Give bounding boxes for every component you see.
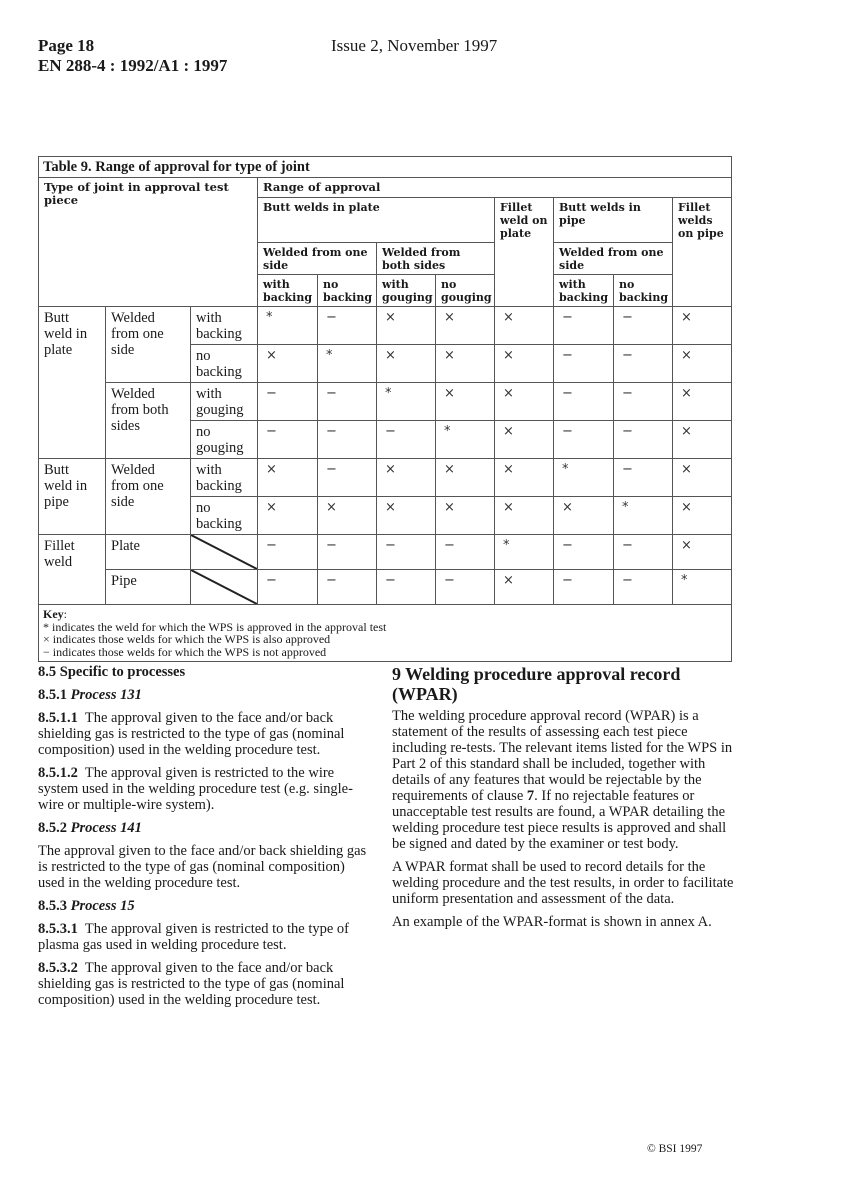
cell: − xyxy=(377,421,436,459)
fillet-weld-plate-header: Fillet weld on plate xyxy=(495,198,554,307)
cell: − xyxy=(258,421,318,459)
section-title: Process 131 xyxy=(70,687,142,703)
subgroup-label: Welded from one side xyxy=(106,307,191,383)
cell: × xyxy=(673,421,732,459)
group-label: Butt weld in pipe xyxy=(39,459,106,535)
sub-header: with backing xyxy=(554,275,614,307)
cell: × xyxy=(495,307,554,345)
plate-both-sides-header: Welded from both sides xyxy=(377,243,495,275)
cell: − xyxy=(554,570,614,605)
paragraph-text: The welding procedure approval record (WPAR) is a statement of the results of assessing each test piece including re-tests. The relevant items listed for the WPS in Part 2 of this standard shall be included, together with details of any features that would be rejectable by the requirements of clause xyxy=(392,708,733,804)
cell: × xyxy=(258,459,318,497)
cell: − xyxy=(614,383,673,421)
key-title: Key xyxy=(43,607,64,621)
clause-8-5-1-1 xyxy=(38,710,368,758)
group-label: Fillet weld xyxy=(39,535,106,605)
cell: * xyxy=(318,345,377,383)
section-number: 8.5.2 xyxy=(38,820,67,836)
cell: − xyxy=(554,307,614,345)
cell: − xyxy=(258,570,318,605)
standard-id: EN 288-4 : 1992/A1 : 1997 xyxy=(38,56,228,75)
cell: × xyxy=(495,570,554,605)
cell: − xyxy=(554,345,614,383)
wpar-paragraph-3: An example of the WPAR-format is shown in annex A. xyxy=(392,914,712,930)
clause-8-5-1-2 xyxy=(38,765,368,813)
cell: − xyxy=(258,383,318,421)
cell: × xyxy=(258,497,318,535)
section-8-5-1-heading xyxy=(38,687,368,703)
cell: − xyxy=(614,421,673,459)
section-title: Process 15 xyxy=(70,898,135,914)
clause-8-5-3-2 xyxy=(38,960,368,1008)
cell: × xyxy=(258,345,318,383)
cell: × xyxy=(554,497,614,535)
pipe-one-side-header: Welded from one side xyxy=(554,243,673,275)
cell: × xyxy=(495,345,554,383)
key-line: × indicates those welds for which the WPS is also approved xyxy=(43,632,331,646)
butt-welds-pipe-header: Butt welds in pipe xyxy=(554,198,673,243)
table-row xyxy=(39,307,732,345)
cell: × xyxy=(377,497,436,535)
variant-label: with gouging xyxy=(191,383,258,421)
section-8-5-3-heading xyxy=(38,898,368,914)
table-row xyxy=(39,459,732,497)
table-caption: Table 9. Range of approval for type of joint xyxy=(39,157,732,178)
cell: − xyxy=(614,345,673,383)
cell: − xyxy=(318,570,377,605)
page-header-left xyxy=(38,36,227,76)
sub-header: no backing xyxy=(318,275,377,307)
cell: × xyxy=(495,383,554,421)
cell: * xyxy=(258,307,318,345)
cell: − xyxy=(614,459,673,497)
variant-label: no backing xyxy=(191,345,258,383)
cell: * xyxy=(673,570,732,605)
not-applicable-diagonal xyxy=(191,570,258,605)
cell: − xyxy=(554,535,614,570)
clause-text: The approval given to the face and/or back shielding gas is restricted to the type of gas (nominal composition) used in the welding procedure test. xyxy=(38,960,345,1008)
cell: × xyxy=(673,383,732,421)
cell: × xyxy=(495,459,554,497)
section-title: Process 141 xyxy=(70,820,142,836)
cell: × xyxy=(436,345,495,383)
cell: − xyxy=(614,307,673,345)
subgroup-label: Plate xyxy=(106,535,191,570)
cell: × xyxy=(318,497,377,535)
cell: − xyxy=(318,307,377,345)
sub-header: with backing xyxy=(258,275,318,307)
clause-8-5-2-text: The approval given to the face and/or back shielding gas is restricted to the type of gas (nominal composition) used in the welding procedure test. xyxy=(38,843,367,891)
cell: − xyxy=(436,570,495,605)
subgroup-label: Pipe xyxy=(106,570,191,605)
cell: * xyxy=(377,383,436,421)
clause-reference: 7 xyxy=(526,788,535,804)
cell: − xyxy=(614,535,673,570)
fillet-welds-pipe-header: Fillet welds on pipe xyxy=(673,198,732,307)
cell: × xyxy=(377,345,436,383)
clause-number: 8.5.1.2 xyxy=(38,765,78,781)
cell: * xyxy=(554,459,614,497)
cell: − xyxy=(318,383,377,421)
sub-header: with gouging xyxy=(377,275,436,307)
table-row xyxy=(39,570,732,605)
cell: × xyxy=(673,497,732,535)
clause-text: The approval given to the face and/or back shielding gas is restricted to the type of gas (nominal composition) used in the welding procedure test. xyxy=(38,710,345,758)
cell: − xyxy=(436,535,495,570)
section-8-5-2-heading xyxy=(38,820,368,836)
sub-header: no gouging xyxy=(436,275,495,307)
cell: − xyxy=(377,535,436,570)
wpar-paragraph-1 xyxy=(392,708,737,852)
variant-label: no backing xyxy=(191,497,258,535)
cell: × xyxy=(495,497,554,535)
subgroup-label: Welded from one side xyxy=(106,459,191,535)
copyright-footer: © BSI 1997 xyxy=(647,1143,703,1155)
variant-label: no gouging xyxy=(191,421,258,459)
cell: − xyxy=(554,383,614,421)
cell: − xyxy=(614,570,673,605)
table-row xyxy=(39,383,732,421)
cell: − xyxy=(554,421,614,459)
page-number: Page 18 xyxy=(38,36,95,55)
variant-label: with backing xyxy=(191,307,258,345)
cell: − xyxy=(377,570,436,605)
cell: * xyxy=(436,421,495,459)
sub-header: no backing xyxy=(614,275,673,307)
butt-welds-plate-header: Butt welds in plate xyxy=(258,198,495,243)
section-9-heading: 9 Welding procedure approval record (WPAR) xyxy=(392,664,681,704)
type-of-joint-header: Type of joint in approval test piece xyxy=(39,178,258,307)
clause-number: 8.5.3.1 xyxy=(38,921,78,937)
section-number: 8.5.1 xyxy=(38,687,67,703)
not-applicable-diagonal xyxy=(191,535,258,570)
cell: × xyxy=(377,459,436,497)
key-line: − indicates those welds for which the WPS is not approved xyxy=(43,644,327,659)
group-label: Butt weld in plate xyxy=(39,307,106,459)
cell: * xyxy=(614,497,673,535)
cell: − xyxy=(318,421,377,459)
diagonal-line-icon xyxy=(191,535,257,569)
cell: × xyxy=(436,497,495,535)
range-of-approval-header: Range of approval xyxy=(258,178,732,198)
cell: × xyxy=(673,459,732,497)
cell: × xyxy=(436,307,495,345)
left-column xyxy=(38,664,368,1015)
key-line: * indicates the weld for which the WPS is approved in the approval test xyxy=(43,619,387,634)
clause-8-5-3-1 xyxy=(38,921,368,953)
cell: * xyxy=(495,535,554,570)
paragraph-text: . If no rejectable features or unacceptable test results are found, a WPAR detailing the welding procedure test piece results is approved and shall be signed and dated by the examiner or test body. xyxy=(392,788,727,852)
cell: × xyxy=(673,345,732,383)
approval-range-table xyxy=(38,156,732,662)
clause-text: The approval given is restricted to the wire system used in the welding procedure test (e.g. single-wire or multiple-wire system). xyxy=(38,765,353,813)
cell: × xyxy=(673,307,732,345)
cell: × xyxy=(495,421,554,459)
table-row xyxy=(39,535,732,570)
cell: × xyxy=(673,535,732,570)
variant-label: with backing xyxy=(191,459,258,497)
subgroup-label: Welded from both sides xyxy=(106,383,191,459)
cell: − xyxy=(258,535,318,570)
diagonal-line-icon xyxy=(191,570,257,604)
clause-number: 8.5.1.1 xyxy=(38,710,78,726)
cell: − xyxy=(318,535,377,570)
clause-number: 8.5.3.2 xyxy=(38,960,78,976)
section-8-5-heading: 8.5 Specific to processes xyxy=(38,664,186,680)
wpar-paragraph-2: A WPAR format shall be used to record details for the welding procedure and the test results, in order to facilitate uniform presentation and assessment of the data. xyxy=(392,859,734,907)
right-column xyxy=(392,664,737,937)
cell: × xyxy=(436,459,495,497)
cell: × xyxy=(377,307,436,345)
table-key: Key: * indicates the weld for which the WPS is approved in the approval test × indicates those welds for which the WPS is also approved − indicates those welds for which the WPS is not approved xyxy=(39,605,732,662)
cell: − xyxy=(318,459,377,497)
issue-date: Issue 2, November 1997 xyxy=(331,36,498,55)
section-number: 8.5.3 xyxy=(38,898,67,914)
clause-text: The approval given is restricted to the type of plasma gas used in welding procedure test. xyxy=(38,921,350,953)
cell: × xyxy=(436,383,495,421)
plate-one-side-header: Welded from one side xyxy=(258,243,377,275)
